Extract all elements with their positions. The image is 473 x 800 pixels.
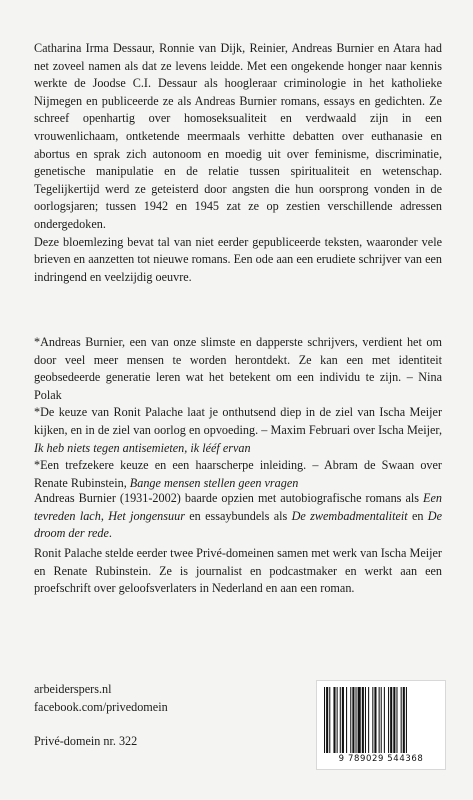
barcode-bar [401,687,402,753]
barcode-bar [350,687,351,753]
barcode-bar [374,687,376,753]
barcode-bar [352,687,354,753]
quote-book-title: Ik heb niets tegen antisemieten, ik lééf ervan [34,440,251,455]
description-paragraph-2: Deze bloemlezing bevat tal van niet eerder gepubliceerde teksten, waaronder vele brieven en aanzetten tot nieuwe romans. Een ode aan een erudiete schrijver van een indringend en veelzijdig oeuvre. [34,234,442,284]
bio-text: Andreas Burnier (1931-2002) baarde opzien met autobiografische romans als [34,491,424,505]
barcode-bar [324,687,325,753]
isbn-barcode [316,680,446,770]
barcode-bar [381,687,382,753]
barcode-bar [393,687,395,753]
description [34,40,442,286]
bio-text: en essaybundels als [184,508,292,523]
bio-text: . [108,526,112,541]
barcode-bar [379,687,380,753]
editor-bio-text: Ronit Palache stelde eerder twee Privé-domeinen samen met werk van Ischa Meijer en Renate Rubinstein. Ze is journalist en podcastmaker en werkt aan een proefschrift over geloofsverlaters in Nederland en aan een roman. [34,546,442,596]
quote-text: *Een trefzekere keuze en een haarscherpe inleiding. – Abram de Swaan over Renate Rubinstein, [34,458,442,490]
barcode-bar [346,687,347,753]
barcode-bar [388,687,389,753]
review-quote [34,404,442,457]
barcode-bar [362,687,364,753]
isbn-number: 9 789029 544368 [338,754,424,764]
publisher-facebook: facebook.com/privedomein [34,699,168,714]
barcode-bar [342,687,344,753]
barcode-bar [358,687,361,753]
series-number: Privé-domein nr. 322 [34,734,138,749]
bio-book-title: De droom der rede [34,508,443,541]
barcode-bar [365,687,366,753]
quote-text: *Andreas Burnier, een van onze slimste en dapperste schrijvers, verdient het om door veel meer mensen te worden herontdekt. Ze kan een met identiteit geobsedeerde generatie leren wat het betekent om een individu te zijn. – Nina Polak [34,335,442,402]
review-quotes [34,334,442,492]
bio-text: en [407,508,428,523]
barcode-bars [323,687,439,753]
bio-text: , [100,508,109,523]
bio-book-title: Een tevreden lach [34,491,442,523]
barcode-bar [403,687,405,753]
barcode-bar [390,687,392,753]
barcode-bar [356,687,357,753]
barcode-bar [372,687,373,753]
publisher-website: arbeiderspers.nl [34,682,112,696]
spacer [34,716,168,733]
description-paragraph-1: Catharina Irma Dessaur, Ronnie van Dijk, Reinier, Andreas Burnier en Atara had net zoveel namen als dat ze levens leidde. Met een ongekende honger naar kennis werkte de Joodse C.I. Dessaur als hoogleraar criminologie in het katholieke Nijmegen en publiceerde ze als Andreas Burnier romans, essays en gedichten. Ze schreef openhartig over homoseksualiteit en verdwaald zijn in een vrouwenlichaam, ontketende meermaals verhitte debatten over euthanasie en abortus en sprak zich autonoom en moedig uit over feminisme, discriminatie, genetische manipulatie en de relatie tussen spiritualiteit en wetenschap. Tegelijkertijd werd ze geteisterd door angsten die hun oorsprong vonden in de oorlogsjaren; tussen 1942 en 1945 zat ze op zestien verschillende adressen ondergedoken. [34,41,442,231]
bio-book-title: Het jongensuur [108,508,185,523]
quote-text: *De keuze van Ronit Palache laat je onthutsend diep in de ziel van Ischa Meijer kijken, en in de ziel van oorlog en opvoeding. – Maxim Februari over Ischa Meijer, [34,405,442,437]
barcode-bar [333,687,335,753]
barcode-bar [368,687,369,753]
barcode-bar [340,687,341,753]
quote-book-title: Bange mensen stellen geen vragen [129,475,299,490]
publisher-footer [34,681,168,751]
bio-book-title: De zwembadmentaliteit [291,508,408,523]
author-bio [34,490,442,543]
review-quote [34,457,442,492]
barcode-bar [384,687,385,753]
barcode-bar [326,687,328,753]
review-quote [34,334,442,404]
barcode-bar [396,687,397,753]
barcode-bar [337,687,338,753]
editor-bio [34,545,442,598]
barcode-bar [329,687,330,753]
barcode-bar [406,687,407,753]
